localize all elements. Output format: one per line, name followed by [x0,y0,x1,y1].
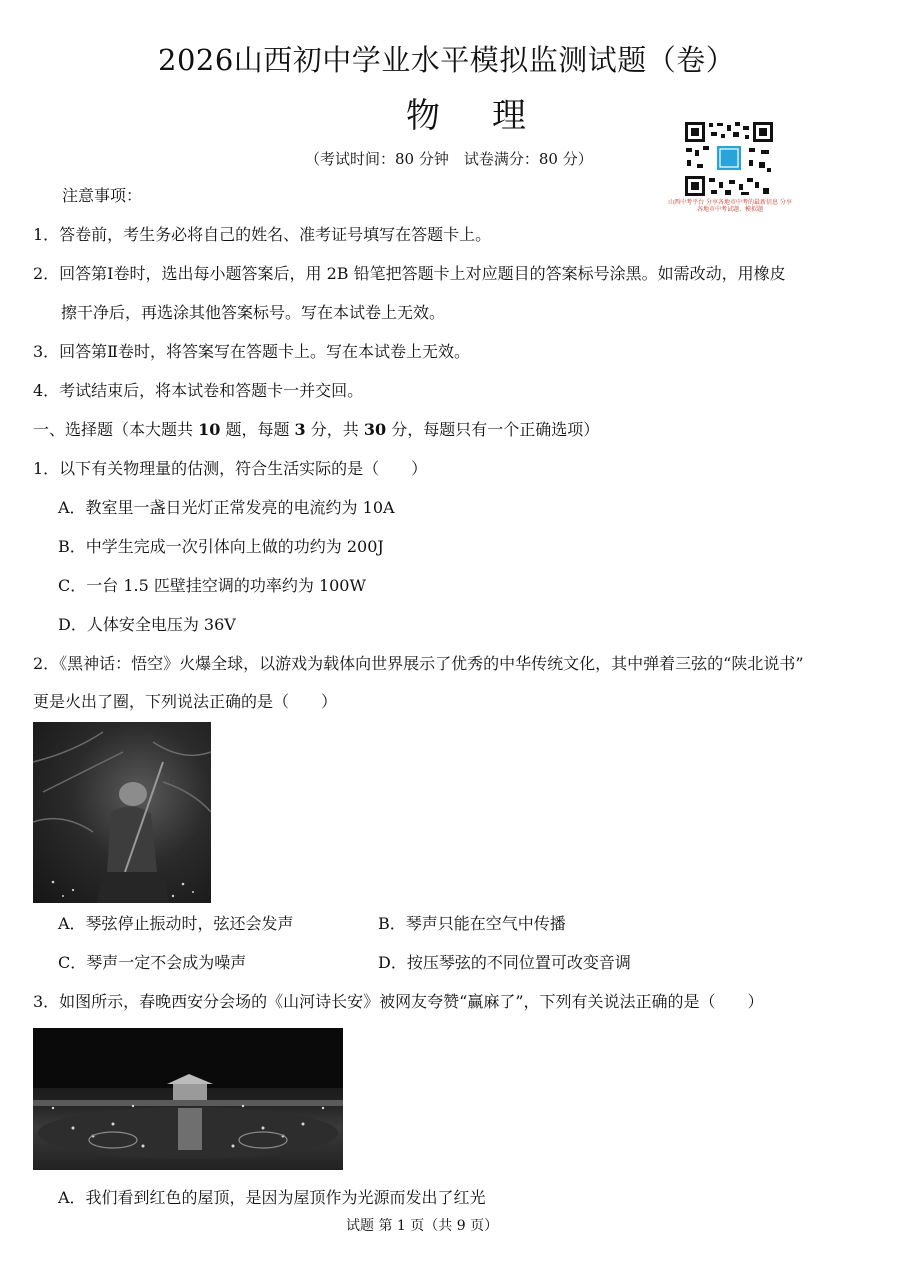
question-2-option-a: A．琴弦停止振动时，弦还会发声 [58,914,294,933]
notice-item-4: 4．考试结束后，将本试卷和答题卡一并交回。 [33,381,364,400]
question-2-option-d: D．按压琴弦的不同位置可改变音调 [378,953,631,972]
qr-code-icon [683,120,775,198]
question-2-option-b: B．琴声只能在空气中传播 [378,914,566,933]
qr-caption: 山西中考平台 分享各地市中考的最新信息 分享各地市中考试题、模拟题 [668,199,792,213]
section-heading: 一、选择题（本大题共 10 题，每题 3 分，共 30 分，每题只有一个正确选项） [33,420,600,439]
question-1-option-b: B．中学生完成一次引体向上做的功约为 200J [58,537,384,556]
question-1-option-c: C．一台 1.5 匹壁挂空调的功率约为 100W [58,576,366,595]
question-1-option-a: A．教室里一盏日光灯正常发亮的电流约为 10A [58,498,395,517]
question-1-stem: 1．以下有关物理量的估测，符合生活实际的是（ ） [33,459,428,478]
question-2-stem-line2: 更是火出了圈，下列说法正确的是（ ） [33,692,338,711]
question-2-image [33,722,211,903]
notice-item-2: 2．回答第Ⅰ卷时，选出每小题答案后，用 2B 铅笔把答题卡上对应题目的答案标号涂黑。如需改动，用橡皮 [33,264,786,283]
notice-item-3: 3．回答第Ⅱ卷时，将答案写在答题卡上。写在本试卷上无效。 [33,342,471,361]
notice-heading: 注意事项： [62,186,143,205]
question-2-option-c: C．琴声一定不会成为噪声 [58,953,247,972]
subject-title: 物理 [406,96,578,136]
question-3-stem: 3．如图所示，春晚西安分会场的《山河诗长安》被网友夸赞“赢麻了”，下列有关说法正确的是（ ） [33,992,764,1011]
question-1-option-d: D．人体安全电压为 36V [58,615,236,634]
page-footer: 试题 第 1 页（共 9 页） [346,1218,499,1234]
notice-item-1: 1．答卷前，考生务必将自己的姓名、准考证号填写在答题卡上。 [33,225,492,244]
exam-title: 2026山西初中学业水平模拟监测试题（卷） [158,43,736,77]
question-2-stem-line1: 2．《黑神话：悟空》火爆全球，以游戏为载体向世界展示了优秀的中华传统文化，其中弹着三弦的“陕北说书” [33,654,804,673]
question-3-option-a: A．我们看到红色的屋顶，是因为屋顶作为光源而发出了红光 [58,1188,486,1207]
exam-info: （考试时间：80 分钟 试卷满分：80 分） [305,150,593,168]
notice-item-2-cont: 擦干净后，再选涂其他答案标号。写在本试卷上无效。 [61,303,446,322]
question-3-image [33,1028,343,1170]
